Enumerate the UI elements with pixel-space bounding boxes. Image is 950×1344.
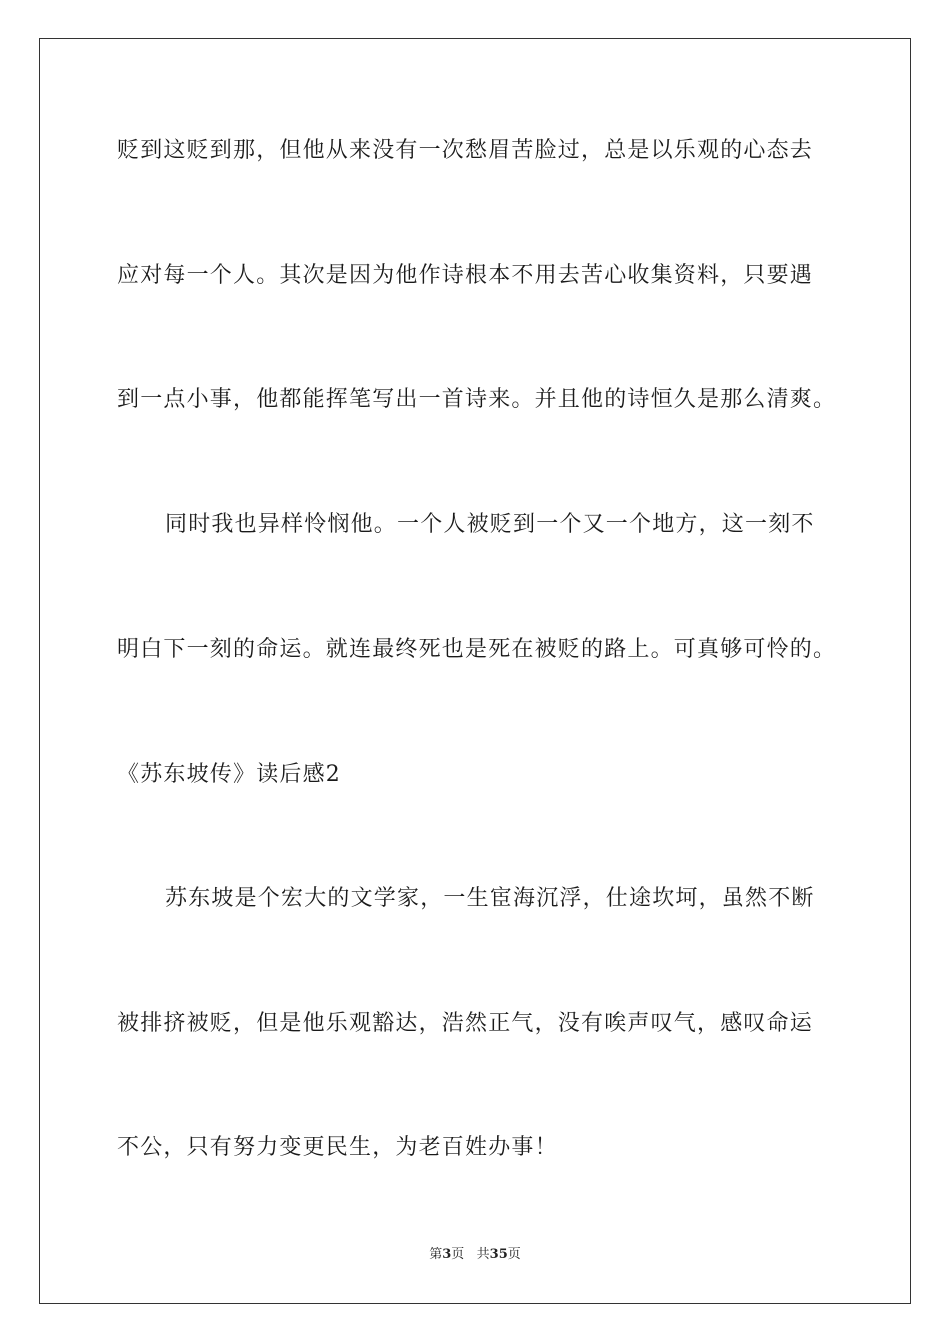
body-line-2: 应对每一个人。其次是因为他作诗根本不用去苦心收集资料，只要遇	[117, 263, 814, 288]
footer-middle: 页 共	[451, 1247, 490, 1262]
body-line-5: 明白下一刻的命运。就连最终死也是死在被贬的路上。可真够可怜的。	[117, 637, 837, 662]
body-line-8: 不公，只有努力变更民生，为老百姓办事！	[117, 1135, 558, 1160]
page-footer	[0, 1246, 950, 1264]
body-line-3: 到一点小事，他都能挥笔写出一首诗来。并且他的诗恒久是那么清爽。	[117, 387, 837, 412]
footer-suffix: 页	[507, 1247, 521, 1262]
body-line-7: 被排挤被贬，但是他乐观豁达，浩然正气，没有唉声叹气，感叹命运	[117, 1011, 814, 1036]
body-line-4: 同时我也异样怜悯他。一个人被贬到一个又一个地方，这一刻不	[165, 512, 815, 537]
body-line-6: 苏东坡是个宏大的文学家，一生宦海沉浮，仕途坎坷，虽然不断	[165, 886, 815, 911]
footer-total-pages: 35	[489, 1247, 508, 1262]
footer-page-number: 3	[442, 1247, 452, 1262]
footer-prefix: 第	[429, 1247, 443, 1262]
section-heading: 《苏东坡传》读后感2	[117, 762, 341, 787]
page-border	[39, 38, 911, 1304]
body-line-1: 贬到这贬到那，但他从来没有一次愁眉苦脸过，总是以乐观的心态去	[117, 138, 814, 163]
